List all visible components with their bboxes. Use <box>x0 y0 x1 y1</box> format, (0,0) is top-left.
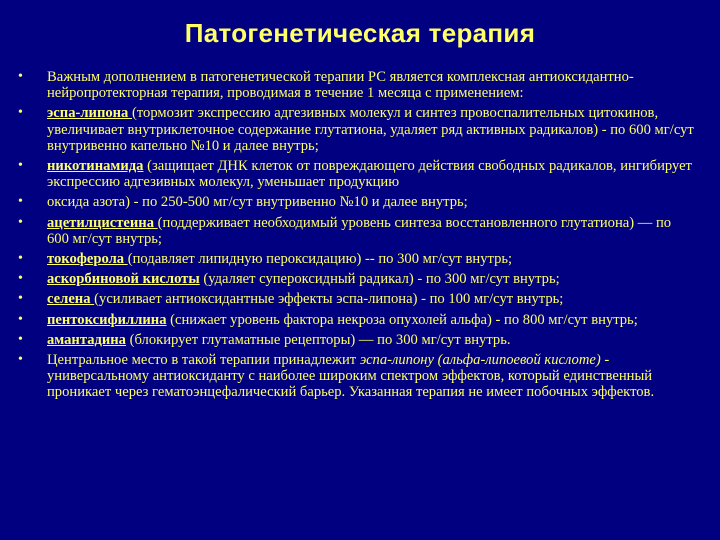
list-item <box>16 291 696 307</box>
drug-name: эспа-липона <box>47 105 133 122</box>
item-text: (усиливает антиоксидантные эффекты эспа-липона) - по 100 мг/сут внутрь; <box>94 291 564 308</box>
bullet-icon: • <box>18 105 23 121</box>
list-item <box>16 194 696 210</box>
item-text: Важным дополнением в патогенетической терапии РС является комплексная антиоксидантно-нейропротекторная терапия, проводимая в течение 1 месяца с применением: <box>47 69 634 102</box>
emphasis-text: эспа-липону (альфа-липоевой кислоте) <box>359 352 601 369</box>
drug-name: пентоксифиллина <box>47 311 167 328</box>
list-item <box>16 69 696 101</box>
drug-name: амантадина <box>47 331 126 348</box>
slide-title: Патогенетическая терапия <box>184 18 536 48</box>
drug-name: токоферола <box>47 251 128 268</box>
list-item <box>16 105 696 154</box>
list-item <box>16 251 696 267</box>
list-item <box>16 332 696 348</box>
item-text: (подавляет липидную пероксидацию) -- по 300 мг/сут внутрь; <box>127 251 513 268</box>
item-text: (блокирует глутаматные рецепторы) — по 300 мг/сут внутрь. <box>125 331 511 348</box>
item-text: (снижает уровень фактора некроза опухолей альфа) - по 800 мг/сут внутрь; <box>166 311 638 328</box>
list-item <box>16 215 696 247</box>
bullet-icon: • <box>18 194 23 210</box>
item-text: - универсальному антиоксиданту с наиболее широким спектром эффектов, который единственный проникает через гематоэнцефалический барьер. Указанная терапия не имеет побочных эффектов. <box>47 352 655 401</box>
drug-name: селена <box>47 291 95 308</box>
item-text: Центральное место в такой терапии принадлежит <box>47 352 360 369</box>
bullet-icon: • <box>18 271 23 287</box>
list-item <box>16 271 696 287</box>
list-item <box>16 312 696 328</box>
list-item <box>16 158 696 190</box>
list-item <box>16 352 696 401</box>
bullet-icon: • <box>18 291 23 307</box>
bullet-icon: • <box>18 311 23 327</box>
bullet-icon: • <box>18 69 23 84</box>
bullet-icon: • <box>18 214 23 230</box>
item-text: (поддерживает необходимый уровень синтеза восстановленного глутатиона) — по 600 мг/сут внутрь; <box>47 214 672 247</box>
drug-name: никотинамида <box>47 158 144 175</box>
item-text: оксида азота) - по 250-500 мг/сут внутривенно №10 и далее внутрь; <box>47 194 468 211</box>
bullet-icon: • <box>18 251 23 267</box>
bullet-list <box>16 69 696 405</box>
drug-name: ацетилцистеина <box>47 214 158 231</box>
drug-name: аскорбиновой кислоты <box>47 271 200 288</box>
bullet-icon: • <box>18 158 23 174</box>
item-text: (удаляет супероксидный радикал) - по 300 мг/сут внутрь; <box>199 271 560 288</box>
item-text: (тормозит экспрессию адгезивных молекул и синтез провоспалительных цитокинов, увеличивает внутриклеточное содержание глутатиона, удаляет ряд активных радикалов) - по 600 мг/сут внутривенно капельно №10 и далее внутрь; <box>47 105 694 154</box>
item-text: (защищает ДНК клеток от повреждающего действия свободных радикалов, ингибирует экспрессию адгезивных молекул, уменьшает продукцию <box>47 158 692 191</box>
bullet-icon: • <box>18 331 23 347</box>
bullet-icon: • <box>18 352 23 368</box>
